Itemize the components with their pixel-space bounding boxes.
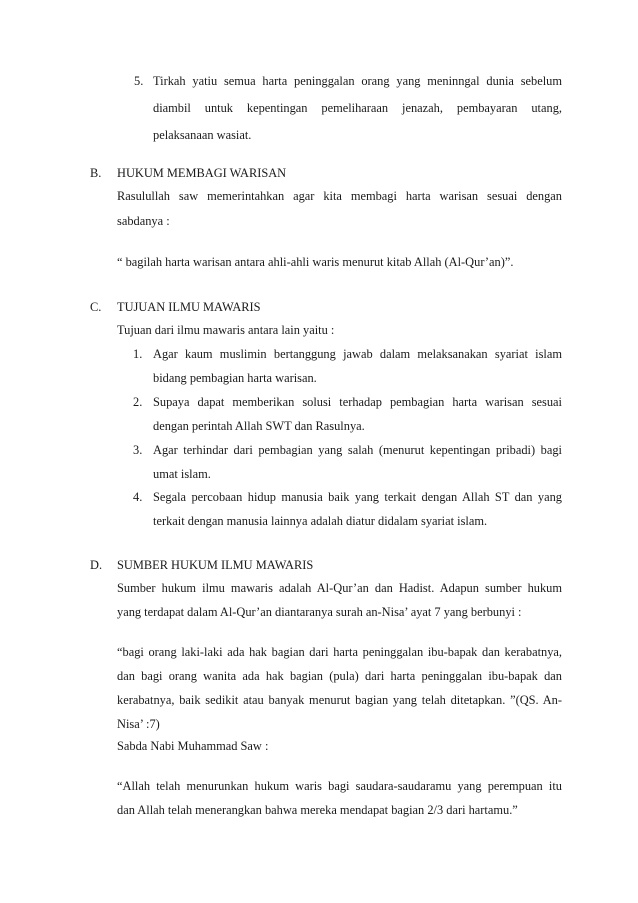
section-c-item-2-line-1: Supaya dapat memberikan solusi terhadap pembagian harta warisan sesuai xyxy=(153,395,562,409)
item-5-line-2: diambil untuk kepentingan pemeliharaan jenazah, pembayaran utang, xyxy=(153,101,562,115)
section-b-title: HUKUM MEMBAGI WARISAN xyxy=(117,166,287,180)
quote-2-line-2: dan Allah telah menerangkan bahwa mereka mendapat bagian 2/3 dari hartamu.” xyxy=(117,803,518,817)
section-c-letter: C. xyxy=(90,300,102,314)
section-c-item-3-line-1: Agar terhindar dari pembagian yang salah (menurut kepentingan pribadi) bagi xyxy=(153,443,562,457)
section-c-item-1-line-2: bidang pembagian harta warisan. xyxy=(153,371,317,385)
section-c-item-1-number: 1. xyxy=(133,347,143,361)
section-b-heading xyxy=(90,165,286,181)
section-d-title: SUMBER HUKUM ILMU MAWARIS xyxy=(117,558,314,572)
item-5-number: 5. xyxy=(134,74,144,88)
quote-1-line-4: Nisa’ :7) xyxy=(117,717,160,731)
section-d-line-1: Sumber hukum ilmu mawaris adalah Al-Qur’an dan Hadist. Adapun sumber hukum xyxy=(117,581,562,595)
section-d-letter: D. xyxy=(90,558,103,572)
section-c-item-2-number: 2. xyxy=(133,395,143,409)
quote-2-line-1: “Allah telah menurunkan hukum waris bagi saudara-saudaramu yang perempuan itu xyxy=(117,779,562,793)
sabda-label: Sabda Nabi Muhammad Saw : xyxy=(117,739,269,753)
quote-1-line-3: kerabatnya, baik sedikit atau banyak menurut bagian yang telah ditetapkan. ”(QS. An- xyxy=(117,693,562,707)
section-c-item-4-line-1: Segala percobaan hidup manusia baik yang terkait dengan Allah ST dan yang xyxy=(153,490,562,504)
section-b-letter: B. xyxy=(90,166,102,180)
section-c-intro: Tujuan dari ilmu mawaris antara lain yaitu : xyxy=(117,323,335,337)
section-c-title: TUJUAN ILMU MAWARIS xyxy=(117,300,261,314)
section-c-item-3-number: 3. xyxy=(133,443,143,457)
section-b-line-1: Rasulullah saw memerintahkan agar kita membagi harta warisan sesuai dengan xyxy=(117,189,562,203)
section-c-item-4-number: 4. xyxy=(133,490,143,504)
section-c-item-1-line-1: Agar kaum muslimin bertanggung jawab dalam melaksanakan syariat islam xyxy=(153,347,562,361)
quote-1-line-2: dan bagi orang wanita ada hak bagian (pula) dari harta peninggalan ibu-bapak dan xyxy=(117,669,562,683)
item-5-line-1: Tirkah yatiu semua harta peninggalan orang yang meninngal dunia sebelum xyxy=(153,74,562,88)
section-c-item-3-line-2: umat islam. xyxy=(153,467,211,481)
quote-1-line-1: “bagi orang laki-laki ada hak bagian dari harta peninggalan ibu-bapak dan kerabatnya, xyxy=(117,645,562,659)
section-b-line-2: sabdanya : xyxy=(117,214,170,228)
item-5-line-3: pelaksanaan wasiat. xyxy=(153,128,252,142)
section-c-item-4-line-2: terkait dengan manusia lainnya adalah diatur didalam syariat islam. xyxy=(153,514,488,528)
section-c-item-2-line-2: dengan perintah Allah SWT dan Rasulnya. xyxy=(153,419,365,433)
section-d-line-2: yang terdapat dalam Al-Qur’an diantaranya surah an-Nisa’ ayat 7 yang berbunyi : xyxy=(117,605,522,619)
section-b-quote: “ bagilah harta warisan antara ahli-ahli waris menurut kitab Allah (Al-Qur’an)”. xyxy=(117,255,514,269)
section-c-heading xyxy=(90,299,261,315)
section-d-heading xyxy=(90,557,313,573)
